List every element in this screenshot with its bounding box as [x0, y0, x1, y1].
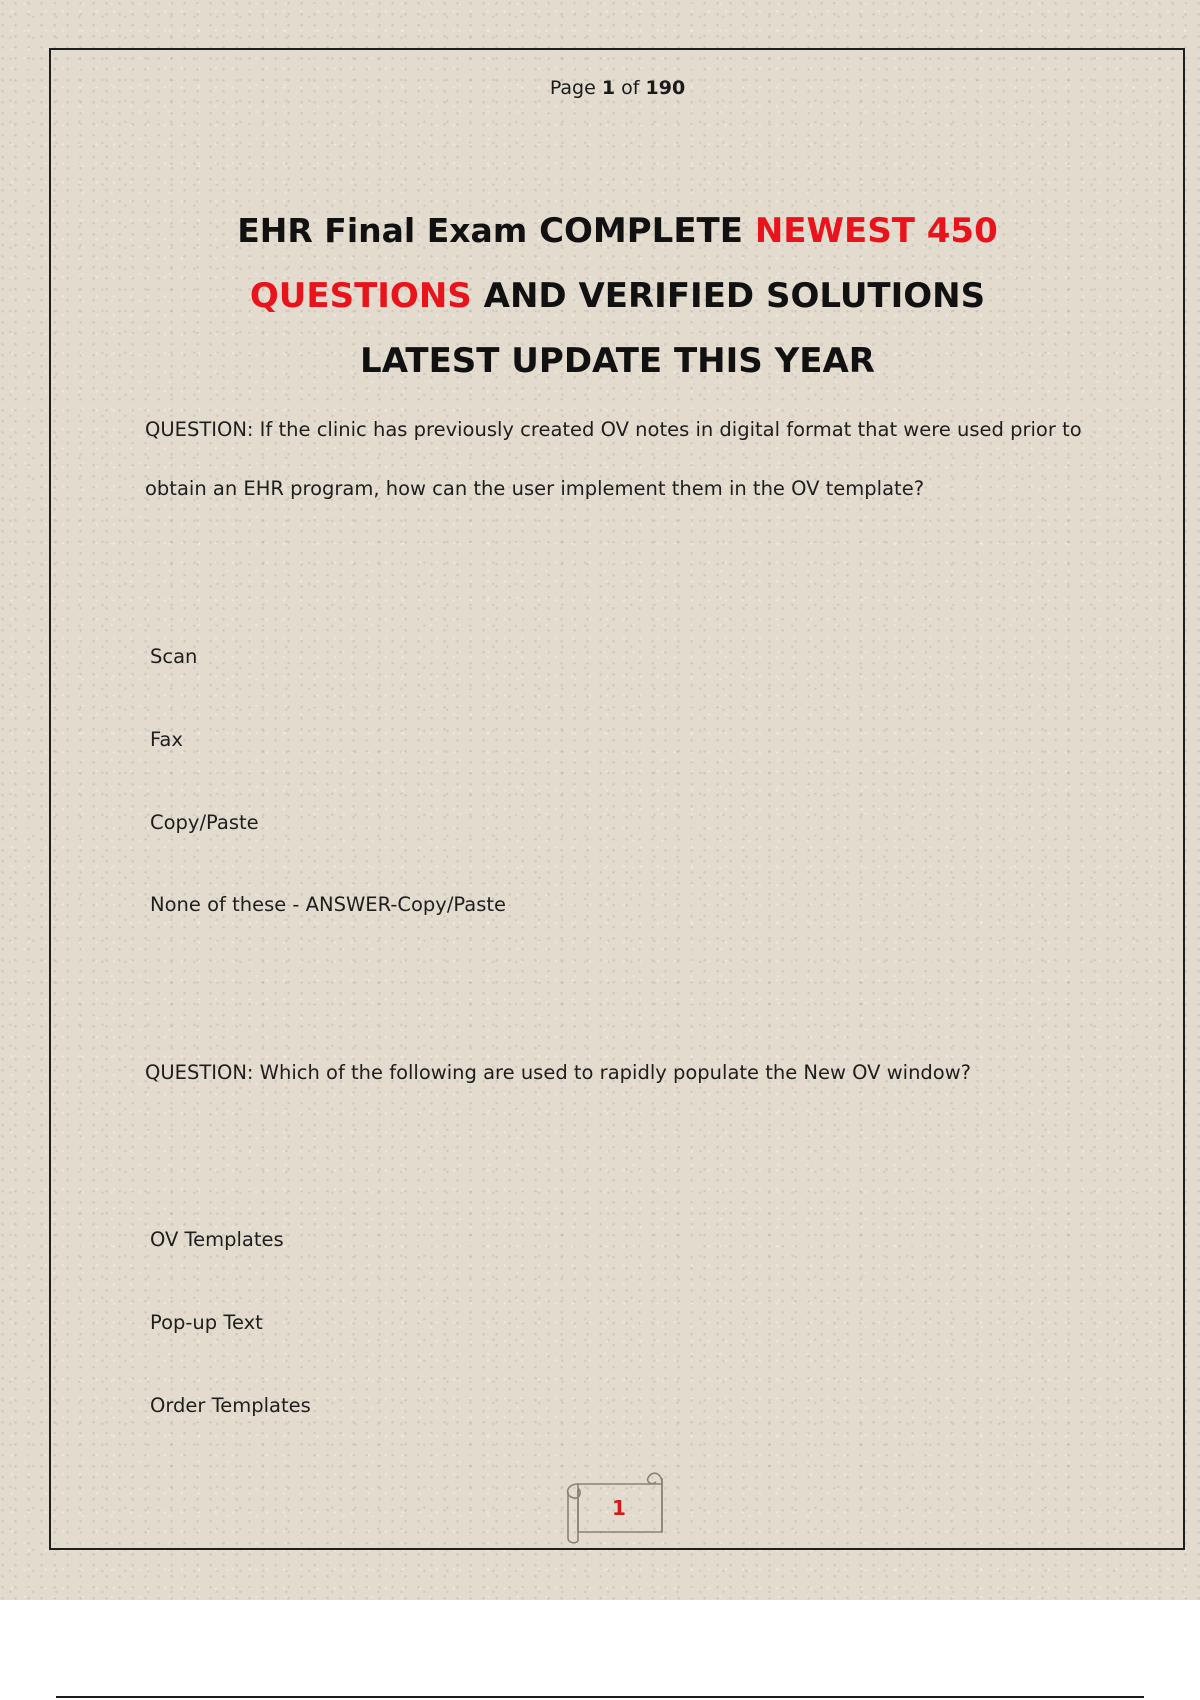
title-part-5: AND VERIFIED SOLUTIONS	[483, 276, 986, 316]
question-1-line-2: obtain an EHR program, how can the user implement them in the OV template?	[145, 477, 925, 500]
page-prefix: Page	[549, 77, 596, 99]
question-2-line-1: QUESTION: Which of the following are used to rapidly populate the New OV window?	[145, 1061, 972, 1084]
title-part-6: LATEST UPDATE THIS YEAR	[360, 341, 875, 381]
question-1-answer: None of these - ANSWER-Copy/Paste	[150, 893, 507, 916]
page-current: 1	[601, 77, 616, 99]
document-title	[140, 198, 1095, 394]
title-part-3: NEWEST 450	[754, 211, 998, 251]
question-1-option: Fax	[150, 728, 183, 751]
footer-page-number: 1	[612, 1496, 626, 1520]
page-of: of	[621, 77, 640, 99]
title-part-4: QUESTIONS	[249, 276, 472, 316]
question-2-option: Order Templates	[150, 1394, 311, 1417]
question-1-option: Copy/Paste	[150, 811, 259, 834]
question-1-line-1: QUESTION: If the clinic has previously created OV notes in digital format that were used prior to	[145, 418, 1082, 441]
question-1-option: Scan	[150, 645, 198, 668]
title-part-1: EHR Final Exam	[237, 211, 528, 250]
page-counter	[0, 77, 1200, 99]
page-total: 190	[645, 77, 686, 99]
footer-divider	[56, 1696, 1144, 1698]
title-part-2: COMPLETE	[539, 211, 743, 251]
question-2-option: OV Templates	[150, 1228, 284, 1251]
question-2-option: Pop-up Text	[150, 1311, 263, 1334]
